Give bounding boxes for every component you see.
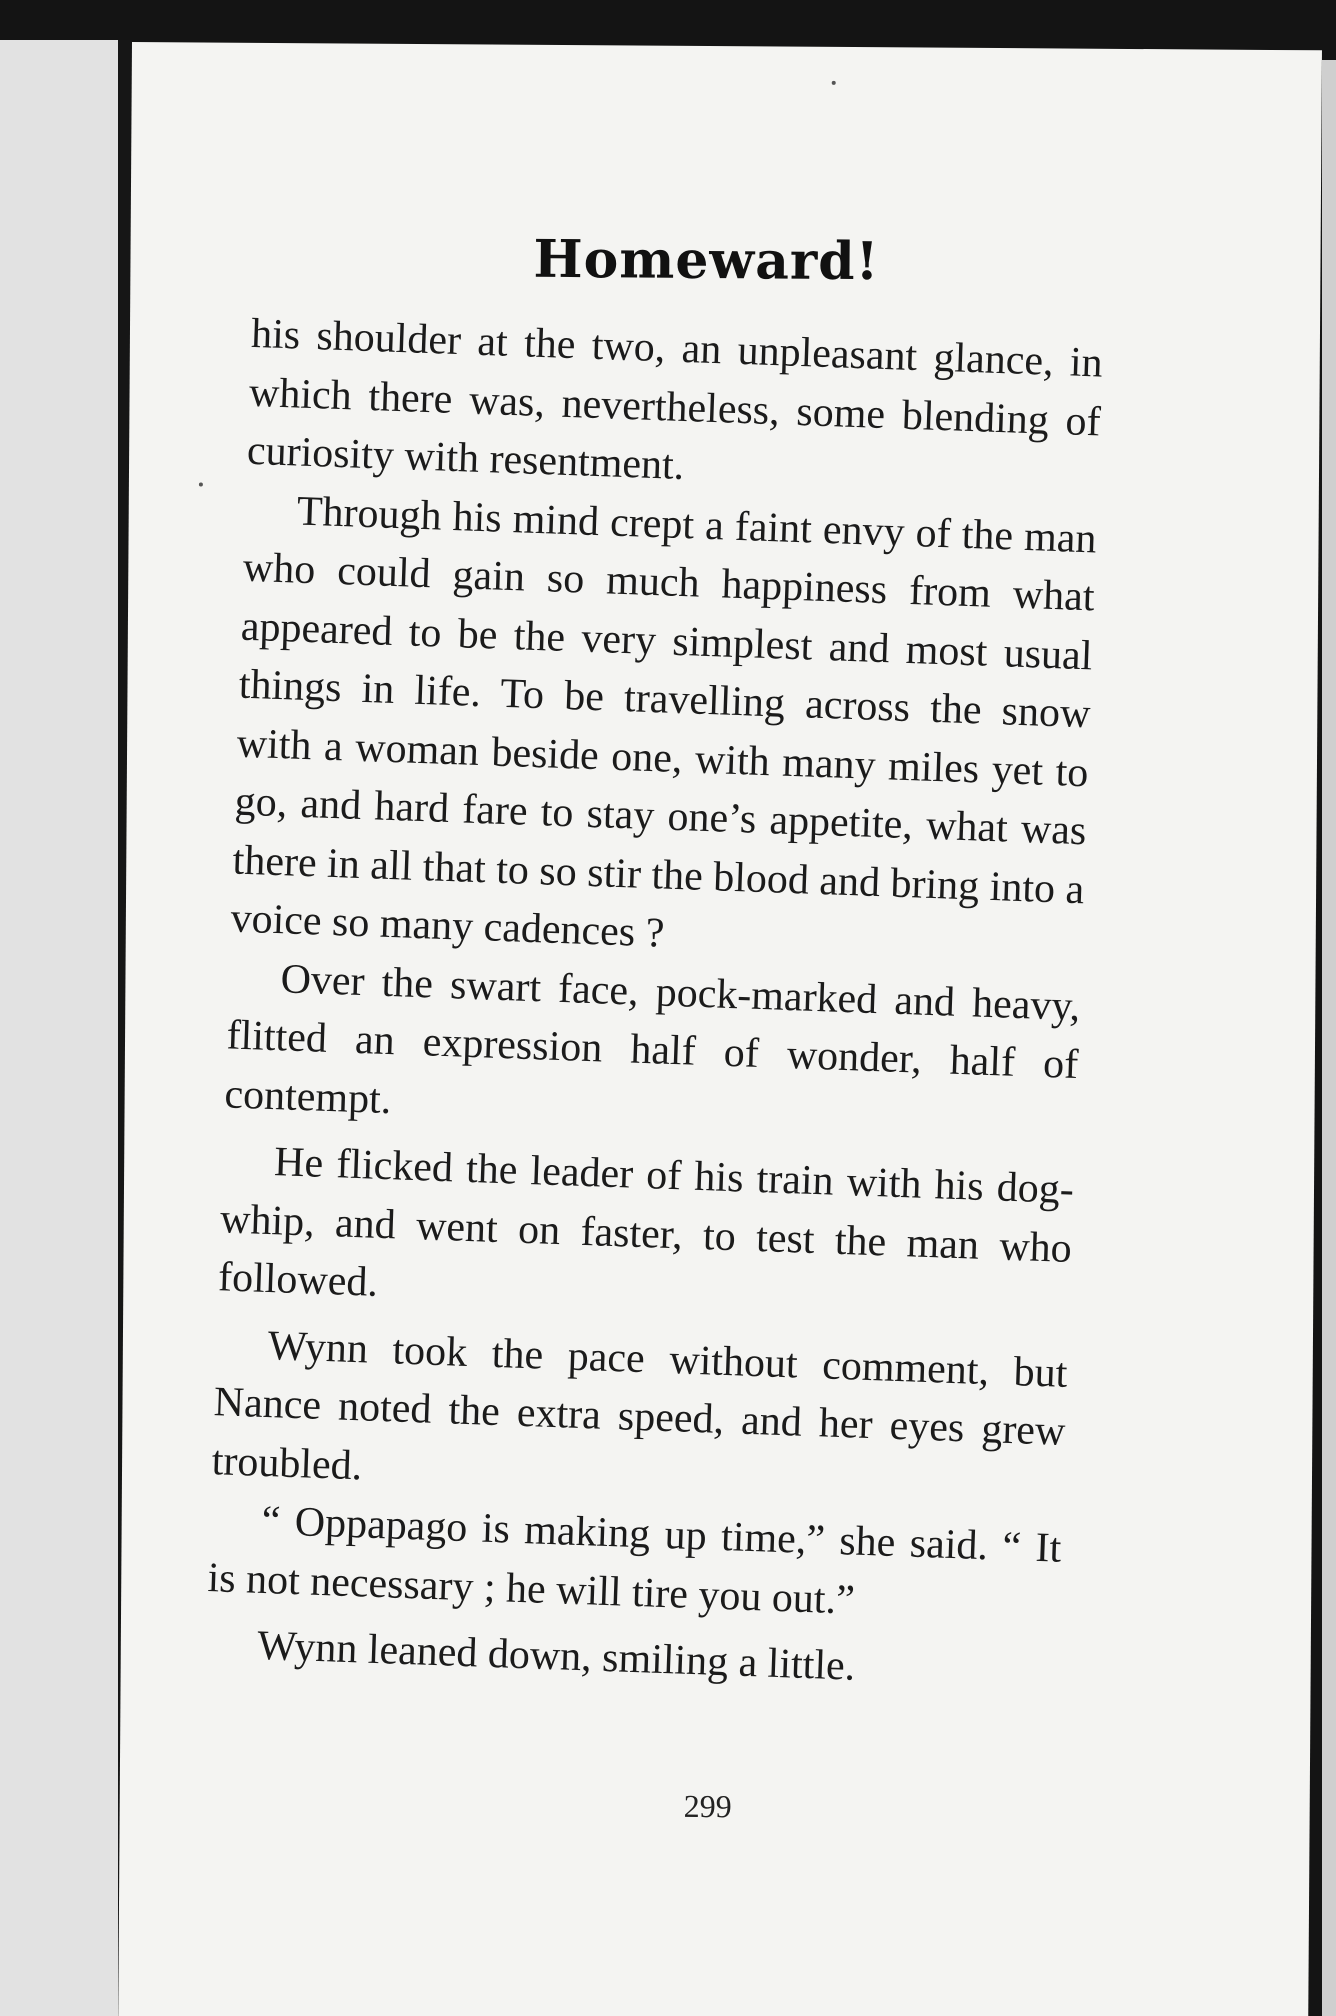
body-text: [204, 305, 1103, 1703]
facing-page-margin: [0, 40, 118, 2016]
page-edge: [1322, 60, 1336, 2016]
paragraph: Wynn took the pace without comment, but Nance noted the extra speed, and her eyes grew troubled.: [211, 1322, 1069, 1489]
dust-speck: [832, 81, 836, 85]
page-number: 299: [683, 1787, 732, 1825]
book-page: [118, 42, 1322, 2016]
running-head: Homeward!: [533, 228, 880, 293]
paragraph: his shoulder at the two, an unpleasant glance, in which there was, nevertheless, some blending of curiosity with resentment.: [246, 310, 1104, 490]
paragraph: Through his mind crept a faint envy of the man who could gain so much happiness from what appeared to be the very simplest and most usual things in life. To be travelling across the snow with a woman beside one, with many miles yet to go, and hard fare to stay one’s appetite, what was there in all that to so stir the blood and bring into a voice so many cadences ?: [229, 488, 1098, 957]
dust-speck: [199, 482, 203, 486]
paragraph: He flicked the leader of his train with his dog-whip, and went on faster, to test the man who followed.: [217, 1139, 1075, 1306]
paragraph: Over the swart face, pock-marked and heavy, flitted an expression half of wonder, half of contempt.: [223, 955, 1081, 1123]
paragraph: “ Oppapago is making up time,” she said. “ It is not necessary ; he will tire you out.”: [206, 1497, 1063, 1624]
paragraph: Wynn leaned down, smiling a little.: [256, 1622, 857, 1690]
